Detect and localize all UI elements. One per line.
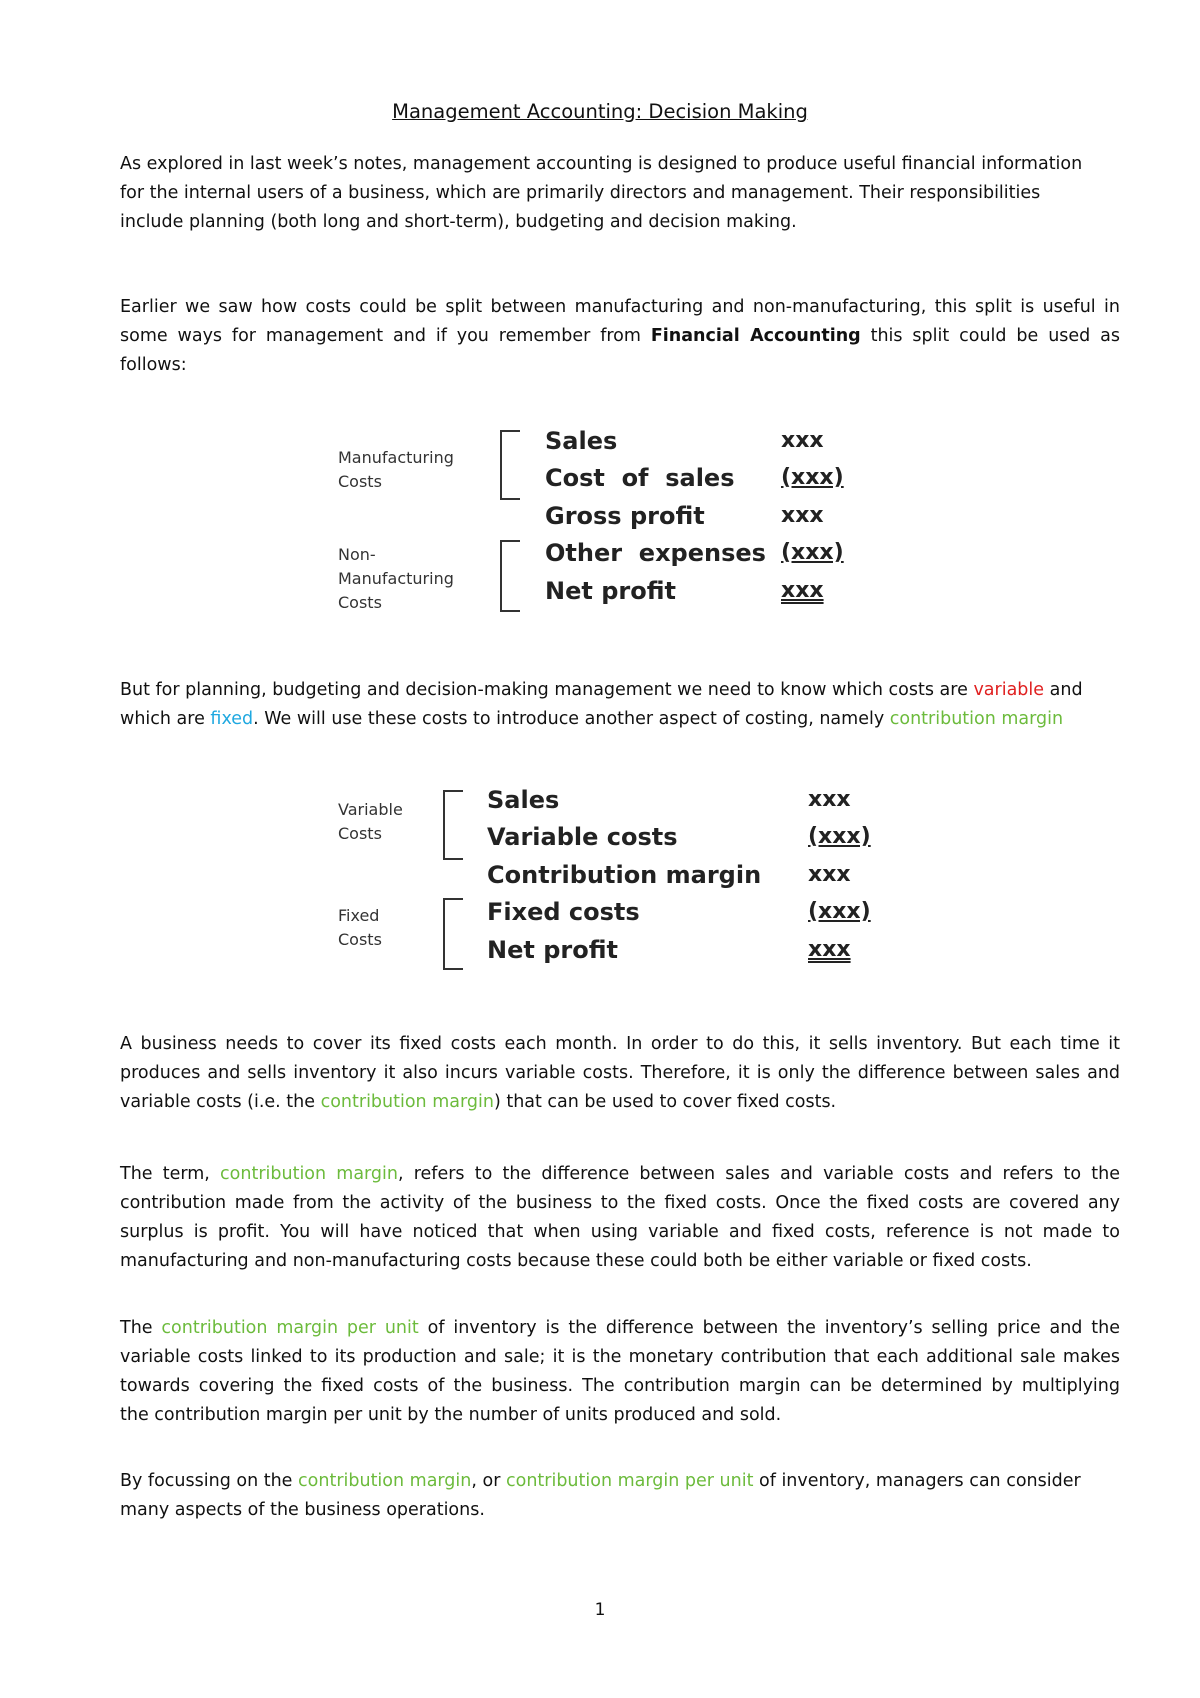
- text-line: [120, 322, 1120, 351]
- text-run: of inventory is the difference between the inventory’s selling price and the: [427, 1318, 1120, 1338]
- text-line: variable costs linked to its production and sale; it is the monetary contribution that each additional sale makes: [120, 1347, 1120, 1367]
- row-amount: (xxx): [781, 465, 844, 490]
- text-run: variable costs (i.e. the: [120, 1092, 316, 1112]
- row-label: Contribution margin: [487, 861, 762, 889]
- text-line: [120, 1467, 1120, 1496]
- text-line: surplus is profit. You will have noticed that when using variable and fixed costs, reference is not made to: [120, 1222, 1120, 1242]
- contribution-term: contribution margin: [320, 1092, 494, 1112]
- bracket: [500, 540, 520, 612]
- group-label-fixed: [338, 904, 382, 952]
- text-line: [120, 705, 1120, 734]
- cost-split-paragraph: [120, 293, 1120, 380]
- fixed-term: fixed: [210, 709, 254, 729]
- text-line: contribution made from the activity of the business to the fixed costs. Once the fixed costs are covered any: [120, 1193, 1120, 1213]
- group-label-line: Variable: [338, 800, 403, 819]
- text-line: include planning (both long and short-term), budgeting and decision making.: [120, 212, 797, 232]
- text-run: some ways for management and if you remember from: [120, 326, 641, 346]
- text-run: The term,: [120, 1164, 210, 1184]
- text-line: produces and sells inventory it also incurs variable costs. Therefore, it is only the difference between sales and: [120, 1063, 1120, 1083]
- row-amount: xxx: [808, 937, 851, 962]
- group-label-line: Costs: [338, 593, 382, 612]
- text-line: many aspects of the business operations.: [120, 1500, 485, 1520]
- contribution-definition-paragraph: [120, 1160, 1120, 1276]
- row-amount: xxx: [781, 428, 824, 453]
- row-amount: (xxx): [808, 824, 871, 849]
- row-amount: xxx: [781, 578, 824, 603]
- text-line: As explored in last week’s notes, management accounting is designed to produce useful financial information: [120, 154, 1083, 174]
- text-line: Earlier we saw how costs could be split between manufacturing and non-manufacturing, this split is useful in: [120, 297, 1120, 317]
- text-run: this split could be used as: [870, 326, 1121, 346]
- text-line: for the internal users of a business, which are primarily directors and management. Their responsibilities: [120, 183, 1041, 203]
- text-run: ) that can be used to cover fixed costs.: [493, 1092, 837, 1112]
- group-label-line: Non-: [338, 545, 376, 564]
- text-run: By focussing on the: [120, 1471, 293, 1491]
- contribution-term: contribution margin: [889, 709, 1064, 729]
- text-run: of inventory, managers can consider: [759, 1471, 1081, 1491]
- row-label: Other expenses: [545, 539, 766, 567]
- group-label-variable: [338, 798, 403, 846]
- contribution-per-unit-term: contribution margin per unit: [505, 1471, 754, 1491]
- text-line: [120, 1160, 1120, 1189]
- row-label: Cost of sales: [545, 464, 735, 492]
- text-run: But for planning, budgeting and decision-making management we need to know which costs are: [120, 680, 968, 700]
- contribution-term: contribution margin: [220, 1164, 398, 1184]
- text-run: and: [1049, 680, 1083, 700]
- page-title: Management Accounting: Decision Making: [392, 100, 808, 123]
- row-amount: (xxx): [808, 899, 871, 924]
- text-run: , or: [471, 1471, 501, 1491]
- contribution-per-unit-paragraph: [120, 1314, 1120, 1430]
- contribution-per-unit-term: contribution margin per unit: [161, 1318, 419, 1338]
- group-label-manufacturing: [338, 446, 454, 494]
- row-amount: xxx: [808, 862, 851, 887]
- group-label-line: Costs: [338, 930, 382, 949]
- contribution-term: contribution margin: [298, 1471, 472, 1491]
- text-run: which are: [120, 709, 205, 729]
- cover-fixed-costs-paragraph: [120, 1030, 1120, 1117]
- text-run: , refers to the difference between sales and variable costs and refers to the: [398, 1164, 1120, 1184]
- bold-term: Financial Accounting: [650, 326, 861, 346]
- row-label: Sales: [545, 427, 618, 455]
- bracket: [443, 898, 463, 970]
- row-amount: (xxx): [781, 540, 844, 565]
- row-amount: xxx: [781, 503, 824, 528]
- group-label-line: Manufacturing: [338, 569, 454, 588]
- group-label-non-manufacturing: [338, 543, 454, 615]
- focus-paragraph: [120, 1467, 1120, 1525]
- text-line: the contribution margin per unit by the number of units produced and sold.: [120, 1405, 782, 1425]
- group-label-line: Manufacturing: [338, 448, 454, 467]
- row-label: Net profit: [545, 577, 676, 605]
- text-line: A business needs to cover its fixed costs each month. In order to do this, it sells inventory. But each time it: [120, 1034, 1120, 1054]
- variable-fixed-paragraph: [120, 676, 1120, 734]
- row-label: Fixed costs: [487, 898, 640, 926]
- page-number: 1: [594, 1600, 606, 1620]
- text-line: [120, 1088, 1120, 1117]
- bracket: [500, 430, 520, 500]
- text-run: . We will use these costs to introduce another aspect of costing, namely: [253, 709, 885, 729]
- group-label-line: Costs: [338, 824, 382, 843]
- group-label-line: Costs: [338, 472, 382, 491]
- row-amount: xxx: [808, 787, 851, 812]
- text-line: follows:: [120, 355, 187, 375]
- row-label: Variable costs: [487, 823, 678, 851]
- text-run: The: [120, 1318, 153, 1338]
- intro-paragraph: [120, 150, 1120, 237]
- text-line: [120, 1314, 1120, 1343]
- bracket: [443, 790, 463, 860]
- row-label: Gross profit: [545, 502, 705, 530]
- group-label-line: Fixed: [338, 906, 380, 925]
- text-line: [120, 676, 1120, 705]
- row-label: Sales: [487, 786, 560, 814]
- text-line: towards covering the fixed costs of the business. The contribution margin can be determined by multiplying: [120, 1376, 1120, 1396]
- row-label: Net profit: [487, 936, 618, 964]
- variable-term: variable: [973, 680, 1045, 700]
- text-line: manufacturing and non-manufacturing costs because these could both be either variable or fixed costs.: [120, 1251, 1032, 1271]
